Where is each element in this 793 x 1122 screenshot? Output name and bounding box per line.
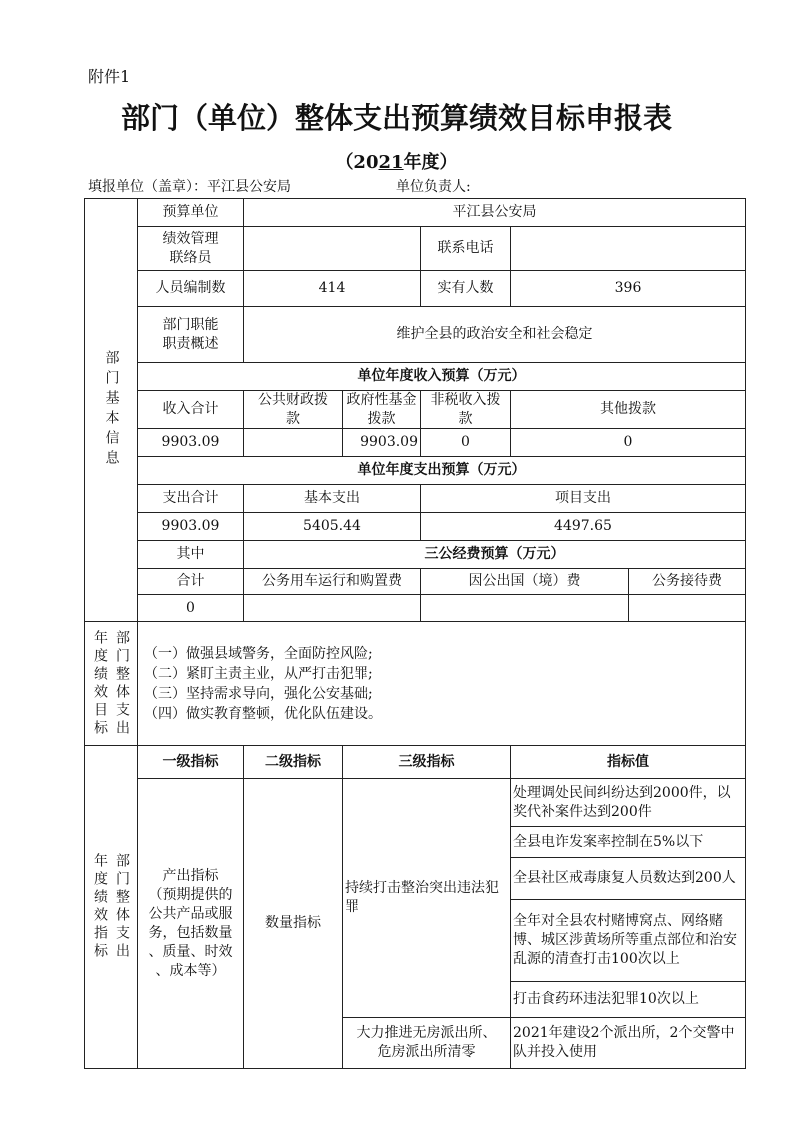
section-label-part: 部门整体支出 [114, 629, 130, 738]
indicator-value: 全年对全县农村赌博窝点、网络赌博、城区涉黄场所等重点部位和治安乱源的清查打击100次以上 [510, 899, 746, 982]
three-public-header: 三公经费预算（万元） [243, 540, 746, 569]
fill-unit: 填报单位（盖章）：平江县公安局 [88, 179, 291, 195]
phone-value [510, 226, 746, 271]
year-prefix: （20 [335, 152, 379, 173]
section-indicators-label [84, 745, 138, 1069]
three-public-col-header: 公务用车运行和购置费 [243, 568, 421, 595]
section-label-part: 年度绩效指标 [92, 853, 108, 961]
section-basic-label: 部门基本信息 [84, 198, 138, 622]
income-col-header: 其他拨款 [510, 390, 746, 429]
three-public-value [420, 594, 629, 622]
of-which-label: 其中 [137, 540, 244, 569]
indicator-value: 打击食药环违法犯罪10次以上 [510, 981, 746, 1018]
duty-value: 维护全县的政治安全和社会稳定 [243, 306, 746, 363]
income-col-header: 非税收入拨 款 [420, 390, 511, 429]
year-label [0, 148, 793, 174]
indicator-header: 二级指标 [243, 745, 343, 779]
liaison-label: 绩效管理 联络员 [137, 226, 244, 271]
goal-item: （二）紧盯主责主业，从严打击犯罪; [144, 665, 373, 682]
three-public-value [628, 594, 746, 622]
year-underlined: 21 [378, 152, 404, 173]
duty-label: 部门职能 职责概述 [137, 306, 244, 363]
income-value: 9903.09 [137, 428, 244, 457]
year-suffix: 年度） [403, 152, 458, 173]
three-public-value: 0 [137, 594, 244, 622]
level3-indicator: 大力推进无房派出所、 危房派出所清零 [342, 1017, 511, 1069]
income-header: 单位年度收入预算（万元） [137, 362, 746, 391]
expense-col-header: 项目支出 [420, 484, 746, 513]
expense-col-header: 支出合计 [137, 484, 244, 513]
goals-content [137, 621, 746, 746]
section-label-part: 部门整体支出 [114, 853, 130, 961]
indicator-value: 全县电诈发案率控制在5%以下 [510, 826, 746, 858]
budget-unit-value: 平江县公安局 [243, 198, 746, 227]
expense-col-header: 基本支出 [243, 484, 421, 513]
expense-value: 9903.09 [137, 512, 244, 541]
level3-indicator: 持续打击整治突出违法犯罪 [342, 778, 511, 1018]
indicator-header: 三级指标 [342, 745, 511, 779]
expense-value: 4497.65 [420, 512, 746, 541]
actual-staff-value: 396 [510, 270, 746, 307]
actual-staff-label: 实有人数 [420, 270, 511, 307]
level1-indicator: 产出指标 （预期提供的 公共产品或服 务，包括数量 、质量、时效 、成本等） [137, 778, 244, 1069]
page-title: 部门（单位）整体支出预算绩效目标申报表 [120, 101, 672, 135]
income-value: 0 [420, 428, 511, 457]
expense-header: 单位年度支出预算（万元） [137, 456, 746, 485]
section-goals-label [84, 621, 138, 746]
three-public-col-header: 因公出国（境）费 [420, 568, 629, 595]
staff-quota-value: 414 [243, 270, 421, 307]
unit-head: 单位负责人: [396, 179, 471, 195]
goal-item: （三）坚持需求导向，强化公安基础; [144, 685, 373, 702]
income-value: 0 [510, 428, 746, 457]
level2-indicator: 数量指标 [243, 778, 343, 1069]
income-col-header: 政府性基金 拨款 [342, 390, 421, 429]
goal-item: （四）做实教育整顿，优化队伍建设。 [144, 705, 382, 722]
indicator-header: 指标值 [510, 745, 746, 779]
income-col-header: 公共财政拨 款 [243, 390, 343, 429]
liaison-value [243, 226, 421, 271]
indicator-header: 一级指标 [137, 745, 244, 779]
three-public-col-header: 合计 [137, 568, 244, 595]
phone-label: 联系电话 [420, 226, 511, 271]
attachment-label: 附件1 [88, 67, 131, 86]
three-public-col-header: 公务接待费 [628, 568, 746, 595]
indicator-value: 处理调处民间纠纷达到2000件，以奖代补案件达到200件 [510, 778, 746, 827]
income-value: 9903.09 [342, 428, 421, 457]
income-value [243, 428, 343, 457]
staff-quota-label: 人员编制数 [137, 270, 244, 307]
budget-unit-label: 预算单位 [137, 198, 244, 227]
indicator-value: 全县社区戒毒康复人员数达到200人 [510, 857, 746, 900]
income-col-header: 收入合计 [137, 390, 244, 429]
three-public-value [243, 594, 421, 622]
expense-value: 5405.44 [243, 512, 421, 541]
section-label-part: 年度绩效目标 [92, 629, 108, 738]
indicator-value: 2021年建设2个派出所，2个交警中队并投入使用 [510, 1017, 746, 1069]
goal-item: （一）做强县域警务，全面防控风险; [144, 645, 373, 662]
